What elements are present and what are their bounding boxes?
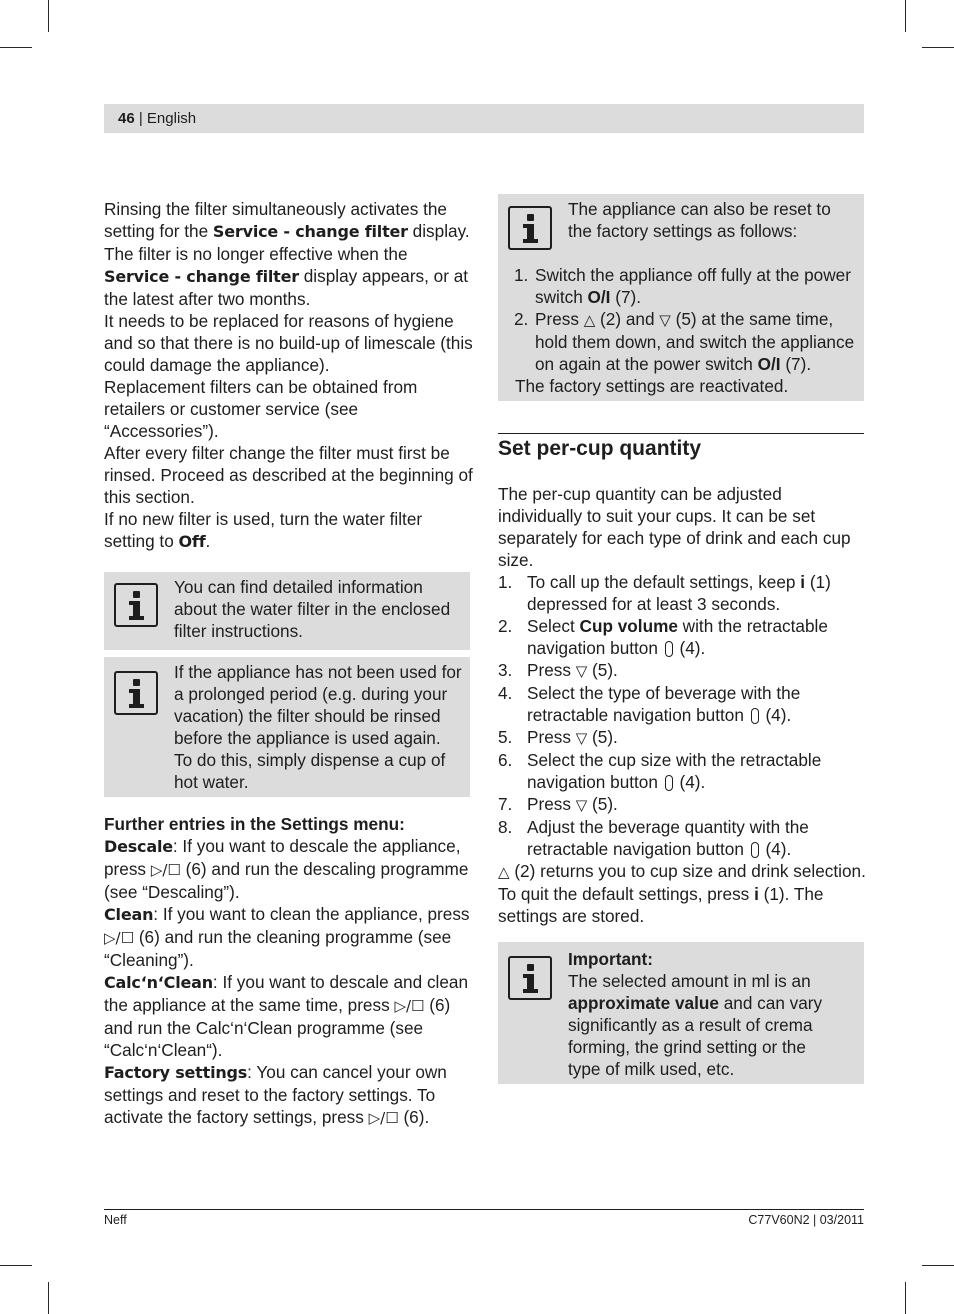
section-intro: The per-cup quantity can be adjusted individually to suit your cups. It can be set separately for each type of drink and each cup size.	[498, 484, 851, 570]
right-column	[498, 198, 868, 1084]
button-symbol: △	[583, 311, 596, 329]
step-number: 5.	[498, 727, 513, 747]
filter-intro	[104, 198, 474, 553]
step-item: 1. To call up the default settings, keep i (1) depressed for at least 3 seconds.	[498, 572, 831, 614]
step-number: 8.	[498, 817, 513, 837]
bold-text: i	[800, 572, 806, 592]
paragraph: After every filter change the filter must first be rinsed. Proceed as described at the beginning of this section.	[104, 443, 473, 507]
settings-entry: Calc‘n‘Clean: If you want to descale and clean the appliance at the same time, press ▷/☐ (6) and run the Calc‘n‘Clean programme (see “Calc‘n‘Clean“).	[104, 972, 469, 1060]
step-item: 1. Switch the appliance off fully at the power switch O/I (7).	[514, 265, 851, 307]
bold-text: O/I	[587, 287, 611, 307]
button-symbol: ▷/☐	[394, 997, 425, 1015]
button-symbol: ▷/☐	[150, 861, 181, 879]
display-text: Service - change filter	[104, 267, 299, 286]
bold-text: approximate value	[568, 993, 719, 1013]
left-column	[104, 198, 474, 1129]
display-text: Service - change filter	[212, 222, 408, 241]
info-icon	[114, 671, 158, 715]
step-number: 2.	[514, 309, 529, 329]
footer-brand: Neff	[104, 1213, 127, 1227]
display-text: Calc‘n‘Clean	[104, 973, 213, 992]
button-symbol: ▽	[575, 796, 588, 814]
step-item: 4. Select the type of beverage with the retractable navigation button (4).	[498, 683, 801, 725]
step-number: 6.	[498, 750, 513, 770]
step-item: 2. Press △ (2) and ▽ (5) at the same time, hold them down, and switch the appliance on again at the power switch O/I (7).	[514, 309, 855, 374]
note-text: You can find detailed information about the water filter in the enclosed filter instructions.	[174, 577, 451, 641]
paragraph: If no new filter is used, turn the water filter setting to Off.	[104, 509, 423, 551]
info-icon	[508, 206, 552, 250]
step-number: 2.	[498, 616, 513, 636]
settings-entry: Factory settings: You can cancel your own settings and reset to the factory settings. To activate the factory settings, press ▷/☐ (6).	[104, 1062, 447, 1127]
step-item: 3. Press ▽ (5).	[498, 660, 618, 680]
paragraph: Replacement filters can be obtained from retailers or customer service (see “Accessories”).	[104, 377, 418, 441]
bold-text: i	[754, 884, 759, 904]
step-number: 3.	[498, 660, 513, 680]
button-symbol: ▽	[659, 311, 671, 329]
bold-text: O/I	[757, 354, 781, 374]
crop-mark	[48, 1282, 49, 1314]
footer-rule	[104, 1209, 864, 1210]
reset-steps	[498, 264, 864, 375]
step-item: 2. Select Cup volume with the retractable navigation button (4).	[498, 616, 828, 658]
display-text: Descale	[104, 837, 173, 856]
display-text: Factory settings	[104, 1063, 248, 1082]
cup-steps	[498, 571, 868, 860]
crop-mark	[48, 0, 49, 32]
paragraph: Rinsing the filter simultaneously activates the setting for the Service - change filter display.	[104, 199, 470, 241]
button-symbol: ▷/☐	[104, 929, 135, 947]
section-title: Set per-cup quantity	[498, 437, 702, 460]
crop-mark	[905, 1282, 906, 1314]
button-symbol: ▽	[575, 729, 588, 747]
header-separator: |	[134, 110, 147, 127]
navigation-button-icon	[665, 775, 673, 791]
important-title: Important:	[568, 949, 653, 969]
crop-mark	[922, 1265, 954, 1266]
settings-entries	[104, 835, 474, 1129]
button-symbol: △	[498, 863, 510, 881]
crop-mark	[905, 0, 906, 32]
step-item: 8. Adjust the beverage quantity with the retractable navigation button (4).	[498, 817, 809, 859]
step-number: 1.	[514, 265, 529, 285]
paragraph: It needs to be replaced for reasons of hygiene and so that there is no build-up of limescale (this could damage the appliance).	[104, 311, 473, 375]
settings-heading: Further entries in the Settings menu:	[104, 814, 405, 834]
footer-model: C77V60N2 | 03/2011	[748, 1213, 864, 1227]
page-header	[104, 104, 864, 133]
display-text: Clean	[104, 905, 154, 924]
note-text: If the appliance has not been used for a prolonged period (e.g. during your vacation) the filter should be rinsed before the appliance is used again. To do this, simply dispense a cup of hot water.	[174, 662, 462, 792]
navigation-button-icon	[751, 842, 759, 858]
display-text: Off	[178, 532, 206, 551]
step-item: 6. Select the cup size with the retractable navigation button (4).	[498, 750, 822, 792]
step-number: 1.	[498, 572, 513, 592]
paragraph: The filter is no longer effective when the Service - change filter display appears, or at the latest after two months.	[104, 244, 469, 309]
info-icon	[508, 956, 552, 1000]
settings-entry: Descale: If you want to descale the appliance, press ▷/☐ (6) and run the descaling programme (see “Descaling”).	[104, 836, 469, 902]
navigation-button-icon	[751, 708, 759, 724]
settings-entry: Clean: If you want to clean the appliance, press ▷/☐ (6) and run the cleaning programme (see “Cleaning”).	[104, 904, 470, 970]
note-intro: The appliance can also be reset to the factory settings as follows:	[568, 199, 831, 241]
important-note	[498, 942, 864, 1084]
info-icon	[114, 583, 158, 627]
step-item: 7. Press ▽ (5).	[498, 794, 618, 814]
step-item: 5. Press ▽ (5).	[498, 727, 618, 747]
crop-mark	[0, 1265, 32, 1266]
step-number: 7.	[498, 794, 513, 814]
note-outro: The factory settings are reactivated.	[515, 376, 789, 396]
crop-mark	[922, 47, 954, 48]
important-text: The selected amount in ml is an approximate value and can vary significantly as a result of crema forming, the grind setting or the type of milk used, etc.	[568, 971, 823, 1079]
page-number: 46	[118, 110, 135, 127]
page-language: English	[146, 110, 197, 127]
step-number: 4.	[498, 683, 513, 703]
info-note-rinse-filter	[104, 657, 470, 797]
bold-text: Cup volume	[579, 616, 678, 636]
button-symbol: ▷/☐	[368, 1109, 399, 1127]
crop-mark	[0, 47, 32, 48]
section-outro: △ (2) returns you to cup size and drink selection. To quit the default settings, press i (1). The settings are stored.	[498, 861, 866, 926]
button-symbol: ▽	[575, 662, 588, 680]
info-note-filter-instructions	[104, 572, 470, 650]
navigation-button-icon	[665, 641, 673, 657]
info-note-factory-reset	[498, 194, 864, 401]
